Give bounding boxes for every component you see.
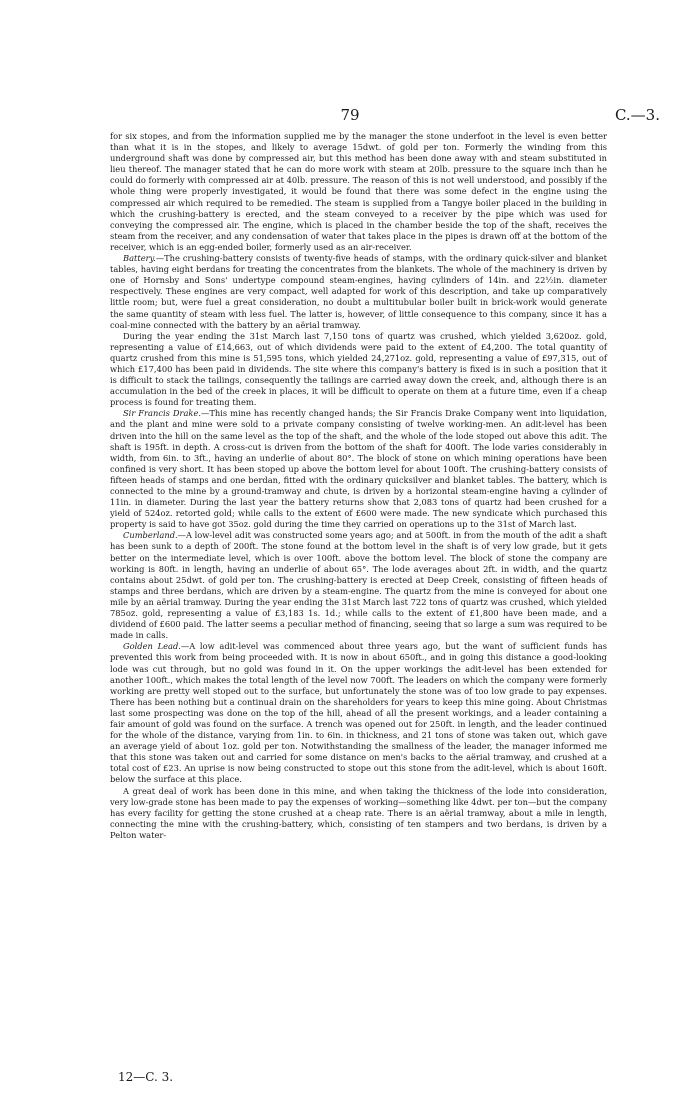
paragraph-text: for six stopes, and from the information supplied me by the manager the stone underfoot in the level is even better than what it is in the stopes, and likely to average 15dwt. of gold per ton. Formerly the winding from this underground shaft was done by compressed air, but this method has been done away with and steam substituted in lieu thereof. The manager stated that he can do more work with steam at 20lb. pressure to the square inch than he could do formerly with compressed air at 40lb. pressure. The reason of this is not well understood, and possibly if the whole thing were properly investigated, it would be found that there was some defect in the engine using the compressed air which required to be remedied. The steam is supplied from a Tangye boiler placed in the building in which the crushing-battery is erected, and the steam conveyed to a receiver by the pipe which was used for conveying the compressed air. The engine, which is placed in the chamber beside the top of the shaft, receives the steam from the receiver, and any condensation of water that takes place in the pipes is drawn off at the bottom of the receiver, which is an egg-ended boiler, formerly used as an air-receiver.	[110, 131, 607, 252]
paragraph-text: —This mine has recently changed hands; the Sir Francis Drake Company went into liquidation, and the plant and mine were sold to a private company consisting of twelve working-men. An adit-level has been driven into the hill on the same level as the top of the shaft, and the whole of the lode stoped out above this adit. The shaft is 195ft. in depth. A cross-cut is driven from the bottom of the shaft for 400ft. The lode varies considerably in width, from 6in. to 3ft., having an underlie of about 80°. The block of stone on which mining operations have been confined is very short. It has been stoped up above the bottom level for about 100ft. The crushing-battery consists of fifteen heads of stamps and one berdan, fitted with the ordinary quicksilver and blanket tables. The battery, which is connected to the mine by a ground-tramway and chute, is driven by a horizontal steam-engine having a cylinder of 11in. in diameter. During the last year the battery returns show that 2,083 tons of quartz had been crushed for a yield of 524oz. retorted gold; while calls to the extent of £600 were made. The new syndicate which purchased this property is said to have got 35oz. gold during the time they carried on operations up to the 31st of March last.	[110, 408, 607, 530]
paragraph-text: A great deal of work has been done in this mine, and when taking the thickness of the lode into consideration, very low-grade stone has been made to pay the expenses of working—something like 4dwt. per ton—but the company has every facility for getting the stone crushed at a cheap rate. There is an aërial tramway, about a mile in length, connecting the mine with the crushing-battery, which, consisting of ten stampers and two berdans, is driven by a Pelton water-	[110, 785, 607, 840]
signature-mark: 12—C. 3.	[118, 1070, 174, 1084]
section-heading: Battery.	[123, 253, 156, 264]
paragraph	[110, 641, 607, 785]
paragraph	[110, 131, 607, 253]
paragraph	[110, 530, 607, 641]
paragraph-text: —The crushing-battery consists of twenty-five heads of stamps, with the ordinary quick-silver and blanket tables, having eight berdans for treating the concentrates from the blankets. The whole of the machinery is driven by one of Hornsby and Sons' undertype compound steam-engines, having cylinders of 14in. and 22½in. diameter respectively. These engines are very compact, well adapted for work of this description, and take up comparatively little room; but, were fuel a great consideration, no doubt a multitubular boiler built in brick-work would generate the same quantity of steam with less fuel. The latter is, however, of little consequence to this company, since it has a coal-mine connected with the battery by an aërial tramway.	[110, 253, 607, 330]
paragraph-text: —A low-level adit was constructed some years ago; and at 500ft. in from the mouth of the adit a shaft has been sunk to a depth of 200ft. The stone found at the bottom level in the shaft is of very low grade, but it gets better on the intermediate level, which is over 100ft. above the bottom level. The block of stone the company are working is 80ft. in length, having an underlie of about 65°. The lode averages about 2ft. in width, and the quartz contains about 25dwt. of gold per ton. The crushing-battery is erected at Deep Creek, consisting of fifteen heads of stamps and three berdans, which are driven by a steam-engine. The quartz from the mine is conveyed for about one mile by an aërial tramway. During the year ending the 31st March last 722 tons of quartz was crushed, which yielded 785oz. gold, representing a value of £3,183 1s. 1d.; while calls to the extent of £1,800 have been made, and a dividend of £600 paid. The latter seems a peculiar method of financing, seeing that so large a sum was required to be made in calls.	[110, 530, 607, 641]
section-heading: Golden Lead.	[123, 641, 181, 652]
body-text	[110, 131, 607, 841]
document-reference: C.—3.	[614, 106, 660, 124]
paragraph-text: During the year ending the 31st March last 7,150 tons of quartz was crushed, which yielded 3,620oz. gold, representing a value of £14,663, out of which dividends were paid to the extent of £4,200. The total quantity of quartz crushed from this mine is 51,595 tons, which yielded 24,271oz. gold, representing a value of £97,315, out of which £17,400 has been paid in dividends. The site where this company's battery is fixed is in such a position that it is difficult to stack the tailings, consequently the tailings are carried away down the creek, and, although there is an accumulation in the bed of the creek in places, it will be difficult to operate on them at a future time, even if a cheap process is found for treating them.	[110, 330, 607, 408]
paragraph-text: —A low adit-level was commenced about three years ago, but the want of sufficient funds has prevented this work from being proceeded with. It is now in about 650ft., and in going this distance a good-looking lode was cut through, but no gold was found in it. On the upper workings the adit-level has been extended for another 100ft., which makes the total length of the level now 700ft. The leaders on which the company were formerly working are pretty well stoped out to the surface, but unfortunately the stone was of too low grade to pay expenses. There has been nothing but a continual drain on the shareholders for years to keep this mine going. About Christmas last some prospecting was done on the top of the hill, ahead of all the present workings, and a leader containing a fair amount of gold was found on the surface. A trench was opened out for 250ft. in length, and the leader continued for the whole of the distance, varying from 1in. to 6in. in thickness, and 21 tons of stone was taken out, which gave an average yield of about 1oz. gold per ton. Notwithstanding the smallness of the leader, the manager informed me that this stone was taken out and carried for some distance on men's backs to the aërial tramway, and crushed at a total cost of £23. An uprise is now being constructed to stope out this stone from the adit-level, which is about 160ft. below the surface at this place.	[110, 641, 608, 785]
paragraph	[110, 786, 607, 841]
paragraph	[110, 331, 607, 409]
section-heading: Sir Francis Drake.	[123, 408, 202, 419]
page-number: 79	[340, 106, 360, 124]
paragraph	[110, 408, 607, 530]
paragraph	[110, 253, 607, 331]
section-heading: Cumberland.	[123, 530, 178, 541]
page-header	[0, 106, 700, 126]
